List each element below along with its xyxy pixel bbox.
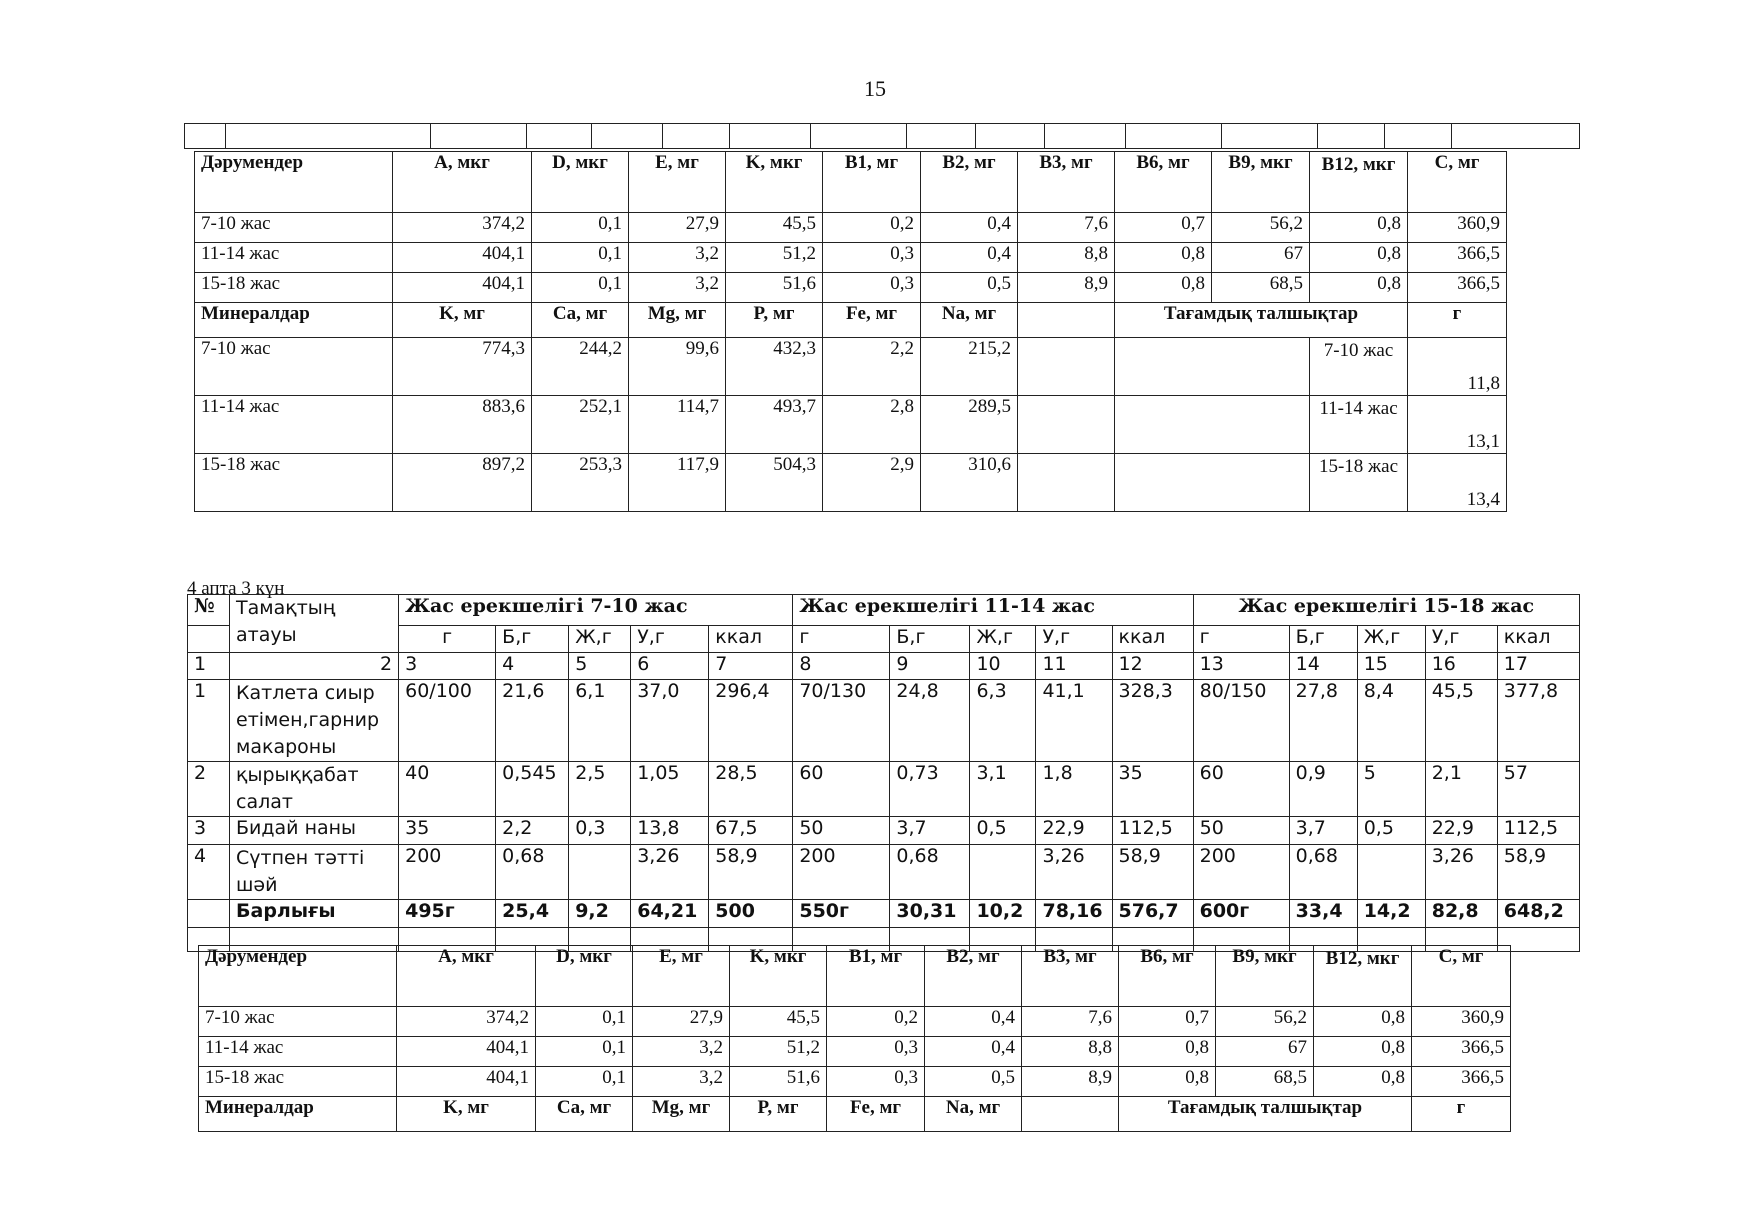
value-cell: 289,5 (921, 396, 1018, 454)
fiber-value: 13,1 (1408, 396, 1507, 454)
header-cell: B12, мкг (1314, 946, 1412, 1007)
value-cell: 0,8 (1119, 1067, 1216, 1097)
value-cell: 0,1 (536, 1067, 633, 1097)
value-cell: 0,3 (823, 273, 921, 303)
age-cell: 7-10 жас (195, 338, 393, 396)
value-cell: 0,5 (921, 273, 1018, 303)
age-cell: 15-18 жас (199, 1067, 397, 1097)
value-cell: 0,3 (569, 817, 631, 845)
value-cell: 897,2 (393, 454, 532, 512)
header-cell: Fe, мг (823, 303, 921, 338)
header-cell: Дәрумендер (195, 152, 393, 213)
value-cell: 0,9 (1289, 762, 1357, 817)
header-cell: Ca, мг (532, 303, 629, 338)
value-cell (569, 845, 631, 900)
value-cell: 40 (399, 762, 496, 817)
value-cell: 8,4 (1357, 680, 1425, 762)
value-cell: 0,7 (1115, 213, 1212, 243)
value-cell: 2,8 (823, 396, 921, 454)
top-empty-strip (184, 123, 1580, 149)
dish-name: Катлета сиыр етімен,гарнир макароны (230, 680, 399, 762)
header-cell: B1, мг (827, 946, 925, 1007)
minerals-row (195, 454, 1507, 512)
value-cell: 70/130 (793, 680, 890, 762)
header-cell: B1, мг (823, 152, 921, 213)
empty-cell (188, 626, 230, 653)
value-cell: 58,9 (1497, 845, 1579, 900)
minerals-row (195, 338, 1507, 396)
value-cell: 493,7 (726, 396, 823, 454)
unit-cell: г (399, 626, 496, 653)
value-cell: 432,3 (726, 338, 823, 396)
total-label: Барлығы (230, 900, 399, 928)
dish-name: Сүтпен тәтті шәй (230, 845, 399, 900)
value-cell: 0,8 (1314, 1037, 1412, 1067)
value-cell: 0,8 (1314, 1067, 1412, 1097)
header-cell: B9, мкг (1216, 946, 1314, 1007)
value-cell: 51,2 (726, 243, 823, 273)
value-cell: 0,7 (1119, 1007, 1216, 1037)
age-cell: 11-14 жас (199, 1037, 397, 1067)
unit-cell: Ж,г (970, 626, 1036, 653)
value-cell: 244,2 (532, 338, 629, 396)
col-number: 1 (188, 653, 230, 680)
value-cell: 35 (1112, 762, 1193, 817)
value-cell: 56,2 (1212, 213, 1310, 243)
menu-row (188, 680, 1580, 762)
value-cell: 60 (793, 762, 890, 817)
header-cell: B9, мкг (1212, 152, 1310, 213)
menu-total-row (188, 900, 1580, 928)
value-cell: 58,9 (709, 845, 793, 900)
value-cell: 112,5 (1497, 817, 1579, 845)
header-cell: A, мкг (397, 946, 536, 1007)
unit-cell: У,г (1425, 626, 1497, 653)
value-cell: 366,5 (1408, 243, 1507, 273)
total-value: 10,2 (970, 900, 1036, 928)
col-number: 14 (1289, 653, 1357, 680)
value-cell: 377,8 (1497, 680, 1579, 762)
value-cell: 504,3 (726, 454, 823, 512)
value-cell: 0,3 (823, 243, 921, 273)
value-cell: 296,4 (709, 680, 793, 762)
vitamins-row (195, 273, 1507, 303)
value-cell: 67 (1216, 1037, 1314, 1067)
vitamins-row (199, 1067, 1511, 1097)
col-number: 7 (709, 653, 793, 680)
dish-name: Бидай наны (230, 817, 399, 845)
value-cell: 6,3 (970, 680, 1036, 762)
minerals-row (195, 396, 1507, 454)
empty-cell (1022, 1097, 1119, 1132)
value-cell: 2,2 (823, 338, 921, 396)
unit-cell: ккал (1497, 626, 1579, 653)
value-cell: 22,9 (1425, 817, 1497, 845)
minerals-header-row (199, 1097, 1511, 1132)
fiber-header: Тағамдық талшықтар (1115, 303, 1408, 338)
dish-name: қырыққабат салат (230, 762, 399, 817)
header-cell: K, мкг (730, 946, 827, 1007)
value-cell: 22,9 (1036, 817, 1112, 845)
header-cell: K, мг (397, 1097, 536, 1132)
header-cell: E, мг (629, 152, 726, 213)
value-cell: 112,5 (1112, 817, 1193, 845)
menu-row (188, 845, 1580, 900)
value-cell: 215,2 (921, 338, 1018, 396)
value-cell: 328,3 (1112, 680, 1193, 762)
header-cell: C, мг (1412, 946, 1511, 1007)
value-cell: 0,73 (890, 762, 970, 817)
header-cell: D, мкг (536, 946, 633, 1007)
header-cell: C, мг (1408, 152, 1507, 213)
value-cell: 56,2 (1216, 1007, 1314, 1037)
value-cell: 883,6 (393, 396, 532, 454)
col-number: 10 (970, 653, 1036, 680)
unit-cell: Б,г (890, 626, 970, 653)
header-cell: B12, мкг (1310, 152, 1408, 213)
value-cell: 0,5 (925, 1067, 1022, 1097)
header-cell: B3, мг (1022, 946, 1119, 1007)
value-cell: 2,2 (496, 817, 569, 845)
empty-cell (1018, 454, 1115, 512)
value-cell: 6,1 (569, 680, 631, 762)
value-cell: 0,3 (827, 1067, 925, 1097)
value-cell: 7,6 (1018, 213, 1115, 243)
value-cell: 50 (793, 817, 890, 845)
value-cell: 60 (1193, 762, 1289, 817)
value-cell: 5 (1357, 762, 1425, 817)
value-cell: 99,6 (629, 338, 726, 396)
value-cell: 200 (1193, 845, 1289, 900)
total-value: 648,2 (1497, 900, 1579, 928)
value-cell: 58,9 (1112, 845, 1193, 900)
col-number: 6 (631, 653, 709, 680)
value-cell: 3,26 (1036, 845, 1112, 900)
empty-cell (1115, 454, 1310, 512)
minerals-header-row (195, 303, 1507, 338)
value-cell: 0,1 (532, 273, 629, 303)
fiber-age: 7-10 жас (1310, 338, 1408, 396)
col-number: 5 (569, 653, 631, 680)
empty-cell (1018, 303, 1115, 338)
value-cell: 200 (793, 845, 890, 900)
col-number: 9 (890, 653, 970, 680)
fiber-value: 13,4 (1408, 454, 1507, 512)
empty-cell (1115, 338, 1310, 396)
value-cell: 51,2 (730, 1037, 827, 1067)
age-cell: 15-18 жас (195, 273, 393, 303)
value-cell: 3,2 (629, 273, 726, 303)
fiber-unit: г (1412, 1097, 1511, 1132)
header-cell: B2, мг (921, 152, 1018, 213)
unit-cell: Ж,г (1357, 626, 1425, 653)
header-cell: Fe, мг (827, 1097, 925, 1132)
header-cell: Минералдар (195, 303, 393, 338)
vitamins-header-row (195, 152, 1507, 213)
age-cell: 7-10 жас (199, 1007, 397, 1037)
header-cell: E, мг (633, 946, 730, 1007)
value-cell: 0,8 (1310, 243, 1408, 273)
col-number: 2 (230, 653, 399, 680)
total-value: 550г (793, 900, 890, 928)
value-cell: 3,7 (890, 817, 970, 845)
value-cell: 0,545 (496, 762, 569, 817)
header-cell: Минералдар (199, 1097, 397, 1132)
col-no-header: № (188, 595, 230, 626)
col-number: 3 (399, 653, 496, 680)
header-cell: Na, мг (921, 303, 1018, 338)
value-cell: 0,68 (890, 845, 970, 900)
total-value: 14,2 (1357, 900, 1425, 928)
value-cell: 67,5 (709, 817, 793, 845)
value-cell: 0,8 (1115, 273, 1212, 303)
value-cell: 3,7 (1289, 817, 1357, 845)
fiber-header: Тағамдық талшықтар (1119, 1097, 1412, 1132)
total-value: 82,8 (1425, 900, 1497, 928)
value-cell: 3,2 (629, 243, 726, 273)
age-cell: 7-10 жас (195, 213, 393, 243)
value-cell: 114,7 (629, 396, 726, 454)
value-cell: 3,1 (970, 762, 1036, 817)
value-cell: 1,05 (631, 762, 709, 817)
fiber-age: 11-14 жас (1310, 396, 1408, 454)
unit-cell: У,г (1036, 626, 1112, 653)
vitamins-row (199, 1037, 1511, 1067)
col-name-header: Тамақтың атауы (230, 595, 399, 653)
row-number: 1 (188, 680, 230, 762)
value-cell: 68,5 (1216, 1067, 1314, 1097)
age-group-header: Жас ерекшелігі 15-18 жас (1193, 595, 1579, 626)
value-cell (970, 845, 1036, 900)
empty-cell (188, 900, 230, 928)
header-cell: B3, мг (1018, 152, 1115, 213)
value-cell: 0,68 (496, 845, 569, 900)
value-cell: 3,26 (1425, 845, 1497, 900)
value-cell: 360,9 (1408, 213, 1507, 243)
value-cell: 0,68 (1289, 845, 1357, 900)
unit-cell: Б,г (496, 626, 569, 653)
unit-cell: г (1193, 626, 1289, 653)
header-cell: K, мкг (726, 152, 823, 213)
total-value: 576,7 (1112, 900, 1193, 928)
value-cell: 2,9 (823, 454, 921, 512)
header-cell: P, мг (726, 303, 823, 338)
empty-cell (1115, 396, 1310, 454)
value-cell: 0,5 (970, 817, 1036, 845)
value-cell: 8,8 (1018, 243, 1115, 273)
value-cell: 8,8 (1022, 1037, 1119, 1067)
value-cell: 50 (1193, 817, 1289, 845)
row-number: 3 (188, 817, 230, 845)
value-cell: 366,5 (1408, 273, 1507, 303)
col-number: 11 (1036, 653, 1112, 680)
header-cell: A, мкг (393, 152, 532, 213)
value-cell: 0,4 (925, 1007, 1022, 1037)
value-cell: 41,1 (1036, 680, 1112, 762)
col-number: 12 (1112, 653, 1193, 680)
value-cell: 0,4 (921, 213, 1018, 243)
total-value: 33,4 (1289, 900, 1357, 928)
value-cell: 45,5 (730, 1007, 827, 1037)
value-cell: 3,2 (633, 1067, 730, 1097)
unit-cell: Ж,г (569, 626, 631, 653)
header-cell: P, мг (730, 1097, 827, 1132)
value-cell: 51,6 (726, 273, 823, 303)
value-cell: 366,5 (1412, 1037, 1511, 1067)
value-cell: 0,3 (827, 1037, 925, 1067)
header-cell: Mg, мг (633, 1097, 730, 1132)
value-cell: 774,3 (393, 338, 532, 396)
value-cell: 360,9 (1412, 1007, 1511, 1037)
value-cell: 404,1 (397, 1037, 536, 1067)
fiber-age: 15-18 жас (1310, 454, 1408, 512)
value-cell: 253,3 (532, 454, 629, 512)
value-cell (1357, 845, 1425, 900)
fiber-unit: г (1408, 303, 1507, 338)
page-number: 15 (864, 76, 886, 101)
col-number: 17 (1497, 653, 1579, 680)
value-cell: 68,5 (1212, 273, 1310, 303)
header-cell: B6, мг (1119, 946, 1216, 1007)
menu-row (188, 817, 1580, 845)
value-cell: 21,6 (496, 680, 569, 762)
header-cell: B6, мг (1115, 152, 1212, 213)
total-value: 64,21 (631, 900, 709, 928)
total-value: 9,2 (569, 900, 631, 928)
value-cell: 80/150 (1193, 680, 1289, 762)
row-number: 4 (188, 845, 230, 900)
header-cell: K, мг (393, 303, 532, 338)
value-cell: 0,5 (1357, 817, 1425, 845)
value-cell: 3,26 (631, 845, 709, 900)
fiber-value: 11,8 (1408, 338, 1507, 396)
age-group-header: Жас ерекшелігі 11-14 жас (793, 595, 1193, 626)
menu-table (187, 594, 1580, 952)
value-cell: 310,6 (921, 454, 1018, 512)
total-value: 78,16 (1036, 900, 1112, 928)
empty-cell (1018, 396, 1115, 454)
value-cell: 2,5 (569, 762, 631, 817)
unit-cell: ккал (1112, 626, 1193, 653)
total-value: 25,4 (496, 900, 569, 928)
value-cell: 0,4 (925, 1037, 1022, 1067)
value-cell: 0,1 (532, 213, 629, 243)
value-cell: 404,1 (397, 1067, 536, 1097)
value-cell: 0,4 (921, 243, 1018, 273)
value-cell: 24,8 (890, 680, 970, 762)
header-cell: D, мкг (532, 152, 629, 213)
value-cell: 27,9 (633, 1007, 730, 1037)
menu-subtitle: 4 апта 3 күн (187, 578, 285, 599)
col-number: 13 (1193, 653, 1289, 680)
value-cell: 45,5 (726, 213, 823, 243)
value-cell: 8,9 (1018, 273, 1115, 303)
age-cell: 15-18 жас (195, 454, 393, 512)
vitamins-row (199, 1007, 1511, 1037)
value-cell: 28,5 (709, 762, 793, 817)
value-cell: 374,2 (397, 1007, 536, 1037)
value-cell: 200 (399, 845, 496, 900)
vitamins-minerals-table-2 (198, 945, 1511, 1132)
total-value: 600г (1193, 900, 1289, 928)
value-cell: 51,6 (730, 1067, 827, 1097)
vitamins-header-row (199, 946, 1511, 1007)
vitamins-row (195, 243, 1507, 273)
value-cell: 0,1 (532, 243, 629, 273)
value-cell: 374,2 (393, 213, 532, 243)
col-number: 15 (1357, 653, 1425, 680)
menu-row (188, 762, 1580, 817)
value-cell: 1,8 (1036, 762, 1112, 817)
value-cell: 7,6 (1022, 1007, 1119, 1037)
empty-cell (1018, 338, 1115, 396)
value-cell: 0,8 (1119, 1037, 1216, 1067)
value-cell: 0,8 (1314, 1007, 1412, 1037)
value-cell: 117,9 (629, 454, 726, 512)
value-cell: 0,8 (1115, 243, 1212, 273)
age-cell: 11-14 жас (195, 243, 393, 273)
unit-cell: Б,г (1289, 626, 1357, 653)
header-cell: B2, мг (925, 946, 1022, 1007)
header-cell: Mg, мг (629, 303, 726, 338)
value-cell: 35 (399, 817, 496, 845)
age-cell: 11-14 жас (195, 396, 393, 454)
unit-cell: ккал (709, 626, 793, 653)
value-cell: 0,1 (536, 1007, 633, 1037)
total-value: 30,31 (890, 900, 970, 928)
menu-column-numbers (188, 653, 1580, 680)
row-number: 2 (188, 762, 230, 817)
value-cell: 45,5 (1425, 680, 1497, 762)
value-cell: 0,2 (823, 213, 921, 243)
col-number: 4 (496, 653, 569, 680)
col-number: 16 (1425, 653, 1497, 680)
value-cell: 57 (1497, 762, 1579, 817)
unit-cell: г (793, 626, 890, 653)
value-cell: 404,1 (393, 243, 532, 273)
value-cell: 366,5 (1412, 1067, 1511, 1097)
value-cell: 27,8 (1289, 680, 1357, 762)
header-cell: Na, мг (925, 1097, 1022, 1132)
value-cell: 67 (1212, 243, 1310, 273)
value-cell: 0,2 (827, 1007, 925, 1037)
value-cell: 3,2 (633, 1037, 730, 1067)
value-cell: 60/100 (399, 680, 496, 762)
vitamins-minerals-table-1 (194, 151, 1507, 512)
total-value: 495г (399, 900, 496, 928)
value-cell: 13,8 (631, 817, 709, 845)
header-cell: Дәрумендер (199, 946, 397, 1007)
value-cell: 0,8 (1310, 273, 1408, 303)
col-number: 8 (793, 653, 890, 680)
header-cell: Ca, мг (536, 1097, 633, 1132)
value-cell: 8,9 (1022, 1067, 1119, 1097)
unit-cell: У,г (631, 626, 709, 653)
age-group-header: Жас ерекшелігі 7-10 жас (399, 595, 793, 626)
value-cell: 0,8 (1310, 213, 1408, 243)
value-cell: 2,1 (1425, 762, 1497, 817)
total-value: 500 (709, 900, 793, 928)
value-cell: 252,1 (532, 396, 629, 454)
vitamins-row (195, 213, 1507, 243)
menu-group-header (188, 595, 1580, 626)
value-cell: 27,9 (629, 213, 726, 243)
value-cell: 404,1 (393, 273, 532, 303)
value-cell: 0,1 (536, 1037, 633, 1067)
value-cell: 37,0 (631, 680, 709, 762)
